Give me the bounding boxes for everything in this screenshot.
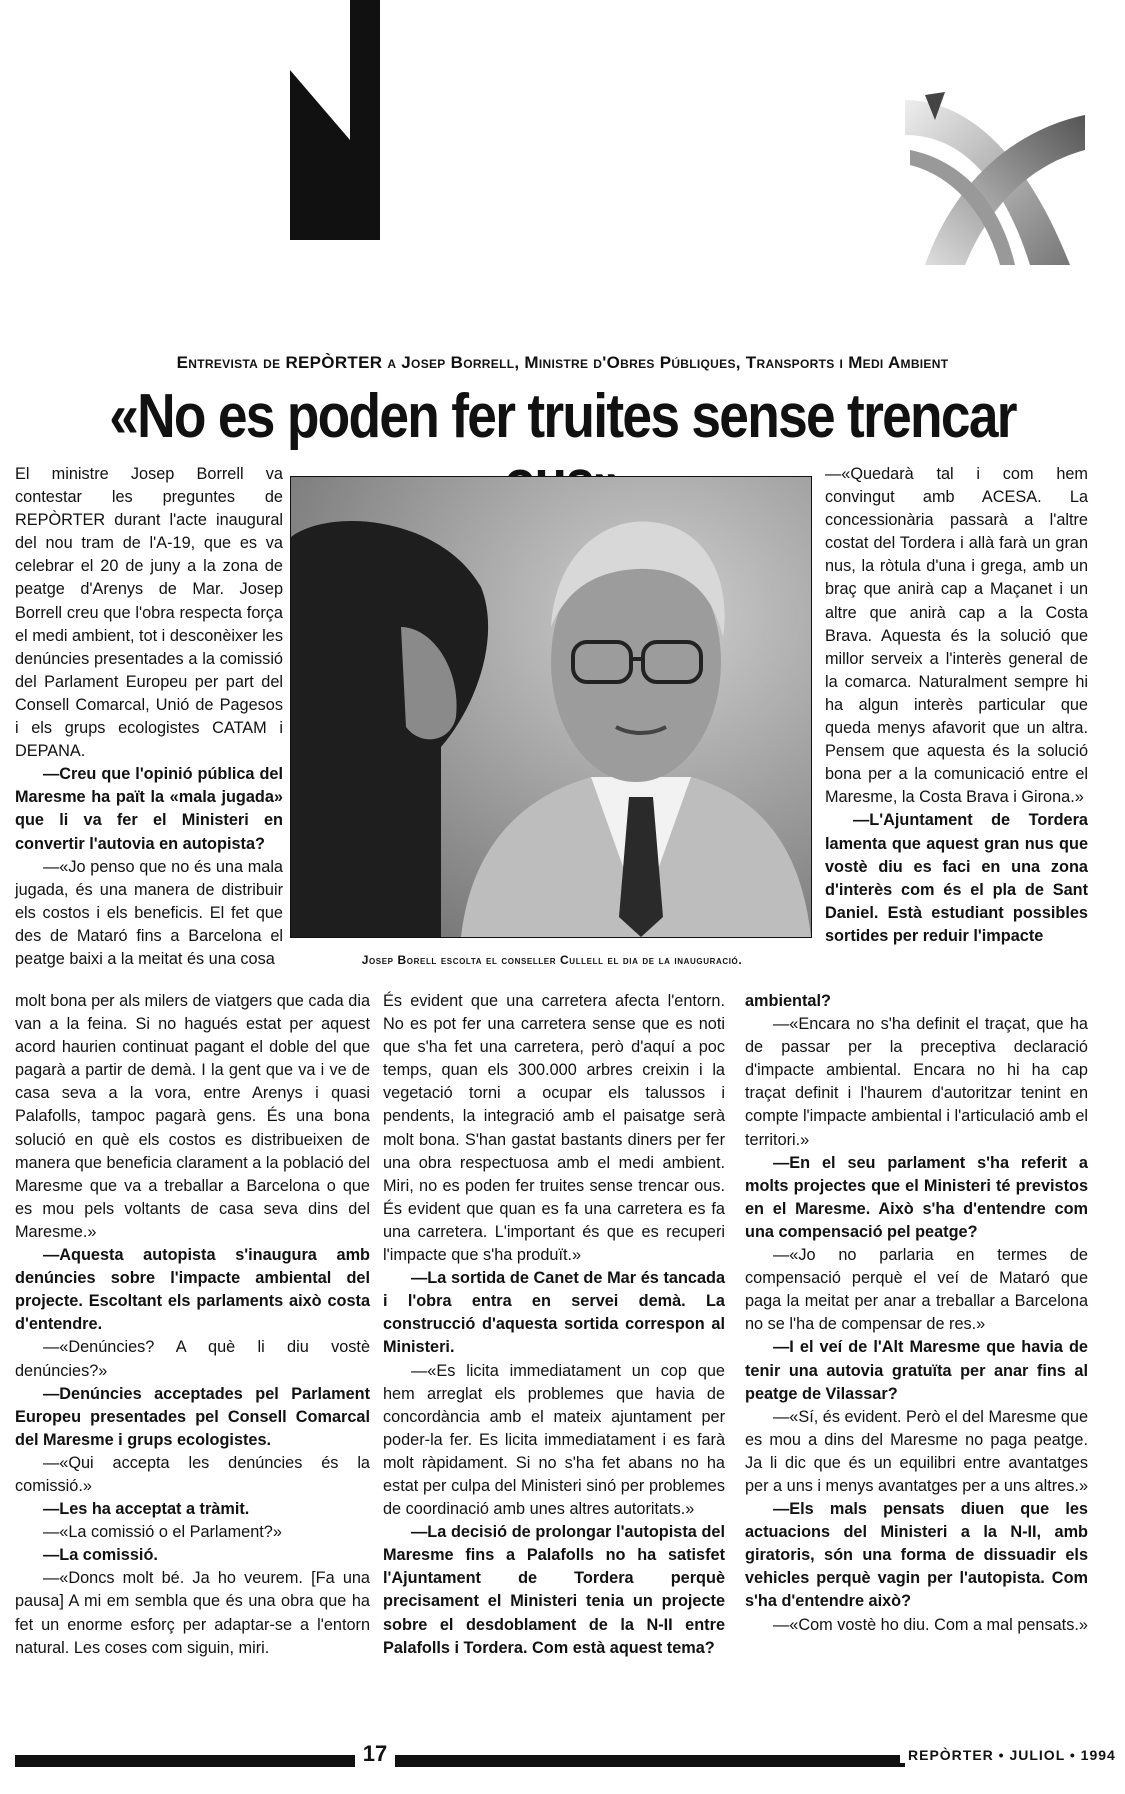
footer-masthead: REPÒRTER • JULIOL • 1994 [900,1747,1116,1763]
interview-question: —La decisió de prolongar l'autopista del Maresme fins a Palafolls no ha satisfet l'Ajuntament de Tordera perquè precisament el Ministeri tenia un projecte sobre el desdoblament de la N-II entre Palafolls i Tordera. Com està aquest tema? [383,1523,725,1657]
interview-answer: —«La comissió o el Parlament?» [43,1523,282,1542]
footer-rule-left [15,1755,355,1767]
column-3-top [825,463,1088,948]
interview-question: —La sortida de Canet de Mar és tancada i l'obra entra en servei demà. La construcció d'aquesta sortida correspon al Ministeri. [383,1269,725,1357]
photo-caption: Josep Borell escolta el conseller Cullell el dia de la inauguració. [361,953,743,967]
column-3-bottom [745,990,1088,1637]
interview-question: —Aquesta autopista s'inaugura amb denúncies sobre l'impacte ambiental del projecte. Escoltant els parlaments això costa d'entendre. [15,1246,370,1334]
interview-question: —I el veí de l'Alt Maresme que havia de tenir una autovia gratuïta per anar fins al peatge de Vilassar? [745,1338,1088,1403]
interview-answer: —«Encara no s'ha definit el traçat, que ha de passar per la preceptiva declaració d'impacte ambiental. Encara no hi ha cap traçat definit i l'haurem d'autoritzar tenint en compte l'impacte ambiental i l'articulació amb el territori.» [745,1015,1088,1149]
interview-question: ambiental? [745,992,831,1010]
footer-rule-right [395,1755,905,1767]
magazine-logo-mark [290,0,380,240]
interview-answer: —«Jo no parlaria en termes de compensació perquè el veí de Mataró que paga la meitat per anar a treballar a Barcelona no se l'ha de compensar de res.» [745,1246,1088,1334]
interview-answer: —«Jo penso que no és una mala jugada, és una manera de distribuir els costos i els beneficis. El fet que des de Mataró fins a Barcelona el peatge baixi a la meitat és una cosa [15,857,283,968]
interview-answer: —«Doncs molt bé. Ja ho veurem. [Fa una pausa] A mi em sembla que és una obra que ha fet un enorme esforç per adaptar-se a l'entorn natural. Les coses com siguin, miri. [15,1569,370,1657]
interview-answer: —«Com vostè ho diu. Com a mal pensats.» [773,1615,1088,1634]
interview-question: —L'Ajuntament de Tordera lamenta que aquest gran nus que vostè diu es faci en una zona d'interès com és el pla de Sant Daniel. Està estudiant possibles sortides per reduir l'impacte [825,811,1088,945]
interview-question: —Les ha acceptat a tràmit. [43,1500,250,1519]
photo-two-men-illustration [291,477,811,937]
interview-answer: —«Es licita immediatament un cop que hem arreglat els problemes que havia de concordància amb el mateix ajuntament per poder-la fer. Es licita immediatament i es farà molt ràpidament. Si no s'ha fet abans no ha estat per culpa del Ministeri sinó per problemes de coordinació amb unes altres autoritats.» [383,1361,725,1519]
paragraph: El ministre Josep Borrell va contestar les preguntes de REPÒRTER durant l'acte inaugural del nou tram de l'A-19, que es va celebrar el 20 de juny a la zona de peatge d'Arenys de Mar. Josep Borrell creu que l'obra respecta força el medi ambient, tot i desconèixer les denúncies presentades a la comissió del Parlament Europeu per part del Consell Comarcal, Unió de Pagesos i els grups ecologistes CATAM i DEPANA. [15,465,283,761]
article-photo [290,476,812,938]
interview-answer: —«Denúncies? A què li diu vostè denúncies?» [15,1338,370,1380]
road-interchange-illustration [905,90,1085,265]
article-kicker: Entrevista de REPÒRTER a Josep Borrell, Ministre d'Obres Públiques, Transports i Medi Ambient [176,353,949,372]
interview-question: —Els mals pensats diuen que les actuacions del Ministeri a la N-II, amb giratoris, són una forma de dissuadir els vehicles perquè vagin per l'autopista. Com s'ha d'entendre això? [745,1500,1088,1611]
column-1-bottom [15,990,370,1660]
page-number: 17 [355,1741,395,1767]
interview-answer: —«Sí, és evident. Però el del Maresme que es mou a dins del Maresme no paga peatge. Ja li dic que és un equilibri entre avantatges per a uns i menys avantatges per a uns altres.» [745,1407,1089,1495]
column-1-top [15,463,283,971]
interview-question: —Denúncies acceptades pel Parlament Europeu presentades pel Consell Comarcal del Maresme i grups ecologistes. [15,1384,370,1449]
interview-answer: És evident que una carretera afecta l'entorn. No es pot fer una carretera sense que es noti que s'ha fet una carretera, però d'aquí a poc temps, quan els 300.000 arbres creixin i la vegetació torni a ocupar els talussos i pendents, la integració amb el paisatge serà molt bona. S'han gastat bastants diners per fer una obra respectuosa amb el medi ambient. Miri, no es poden fer truites sense trencar ous. És evident que quan es fa una carretera es fa una carretera. L'important és que es recuperi l'impacte que s'ha produït.» [383,992,725,1265]
interview-answer: molt bona per als milers de viatgers que cada dia van a la feina. Si no hagués estat per aquest acord haurien continuat pagant el doble del que pagarà a partir de demà. I la gent que va i ve de casa seva a la vora, entre Arenys i quasi Palafolls, tampoc pagarà gens. És una bona solució en què els costos es distribueixen de manera que beneficia clarament a la població del Maresme que va a treballar a Barcelona o que es mou pels voltants de casa seva dins del Maresme.» [15,992,370,1241]
interview-question: —Creu que l'opinió pública del Maresme ha paït la «mala jugada» que li va fer el Ministeri en convertir l'autovia en autopista? [15,765,283,853]
interview-question: —La comissió. [43,1546,158,1565]
interview-question: —En el seu parlament s'ha referit a molts projectes que el Ministeri té previstos en el Maresme. Això s'ha d'entendre com una compensació pel peatge? [745,1153,1088,1241]
column-2 [383,990,725,1660]
interview-answer: —«Qui accepta les denúncies és la comissió.» [15,1453,370,1495]
interview-answer: —«Quedarà tal i com hem convingut amb ACESA. La concessionària passarà a l'altre costat del Tordera i allà farà un gran nus, la ròtula d'una i grega, amb un braç que anirà cap a Maçanet i un altre que anirà cap a la Costa Brava. Aquesta és la solució que millor serveix a l'interès general de la comarca. Naturalment sempre hi ha algun interès particular que queda menys afavorit que un altra. Pensem que aquesta és la solució bona per a la comunicació entre el Maresme, la Costa Brava i Girona.» [825,465,1088,807]
article-headline: «No es poden fer truites sense trencar [109,382,1016,451]
